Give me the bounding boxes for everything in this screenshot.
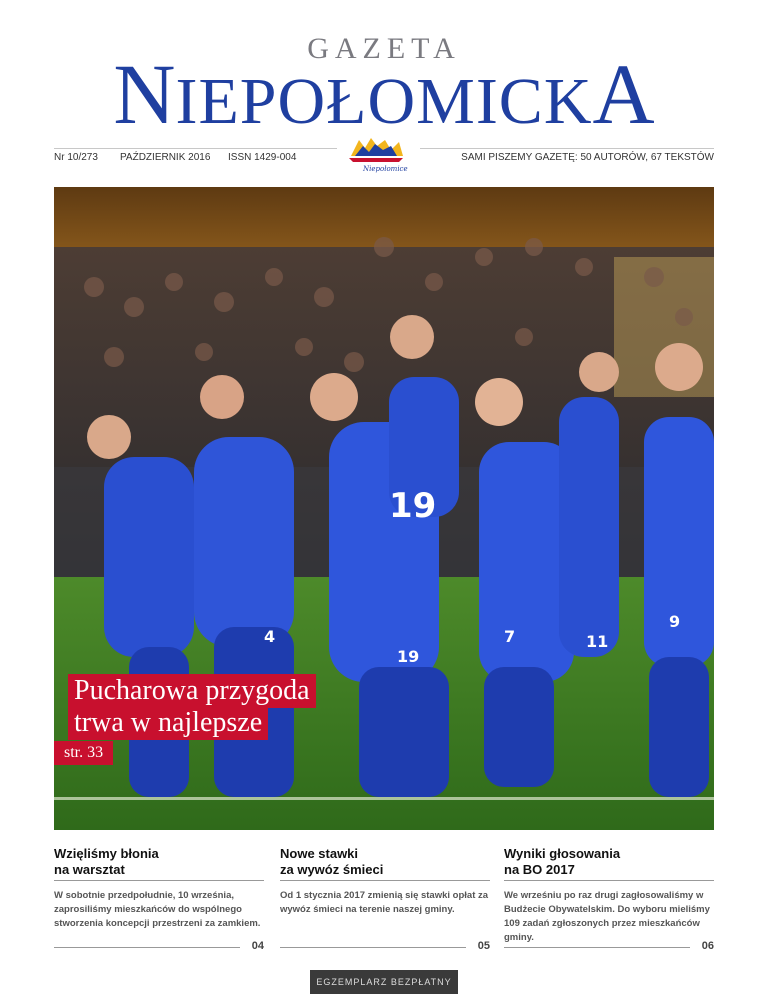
article-footer (54, 940, 264, 954)
article-title-line: za wywóz śmieci (280, 862, 384, 877)
article-title (54, 846, 264, 880)
article-teaser[interactable] (54, 846, 264, 952)
article-title-line: na warsztat (54, 862, 125, 877)
article-lead: We wrześniu po raz drugi zagłosowaliśmy w Budżecie Obywatelskim. Do wyboru mieliśmy 109 zadań zgłoszonych przez mieszkańców gminy. (504, 890, 710, 943)
article-page-number: 05 (477, 940, 490, 952)
title-final: A (592, 46, 655, 142)
masthead-kicker: GAZETA (307, 32, 461, 65)
title-middle: IEPOŁOMICK (175, 65, 593, 138)
article-lead: Od 1 stycznia 2017 zmienią się stawki opłat za wywóz śmieci na terenie naszej gminy. (280, 890, 489, 915)
meta-rule-right (420, 148, 714, 149)
article-rule (280, 880, 490, 881)
jersey-number: 4 (264, 627, 276, 646)
issn: ISSN 1429-004 (228, 152, 297, 163)
article-title (504, 846, 714, 880)
issue-date: PAŹDZIERNIK 2016 (120, 152, 211, 163)
jersey-number: 19 (397, 647, 420, 666)
jersey-number: 7 (504, 627, 516, 646)
cover-headline-line2: trwa w najlepsze (68, 706, 268, 740)
logo-text: Niepołomice (363, 165, 408, 173)
slogan: SAMI PISZEMY GAZETĘ: 50 AUTORÓW, 67 TEKSTÓW (461, 152, 714, 163)
niepolomice-logo (345, 134, 409, 174)
jersey-number: 11 (586, 632, 609, 651)
cover-page-reference: str. 33 (54, 741, 113, 765)
article-rule (54, 880, 264, 881)
article-teaser[interactable] (280, 846, 490, 952)
title-initial: N (113, 46, 176, 142)
article-title-line: Nowe stawki (280, 846, 359, 861)
article-title-line: Wzięliśmy błonia (54, 846, 159, 861)
article-title-line: na BO 2017 (504, 862, 575, 877)
article-footer (504, 940, 714, 954)
masthead-title (54, 44, 714, 142)
issue-number: Nr 10/273 (54, 152, 98, 163)
article-teaser[interactable] (504, 846, 714, 952)
article-title (280, 846, 490, 880)
article-lead: W sobotnie przedpołudnie, 10 września, zaprosiliśmy mieszkańców do wspólnego stworzenia koncepcji przestrzeni za zamkiem. (54, 890, 261, 929)
free-copy-label: EGZEMPLARZ BEZPŁATNY (310, 970, 458, 994)
article-title-line: Wyniki głosowania (504, 846, 621, 861)
jersey-number: 9 (669, 612, 681, 631)
article-page-number: 04 (251, 940, 264, 952)
jersey-number: 19 (389, 486, 437, 526)
meta-rule-left (54, 148, 337, 149)
masthead (0, 0, 768, 150)
cover-headline-line1: Pucharowa przygoda (68, 674, 316, 708)
article-page-number: 06 (701, 940, 714, 952)
article-rule (504, 880, 714, 881)
article-footer (280, 940, 490, 954)
